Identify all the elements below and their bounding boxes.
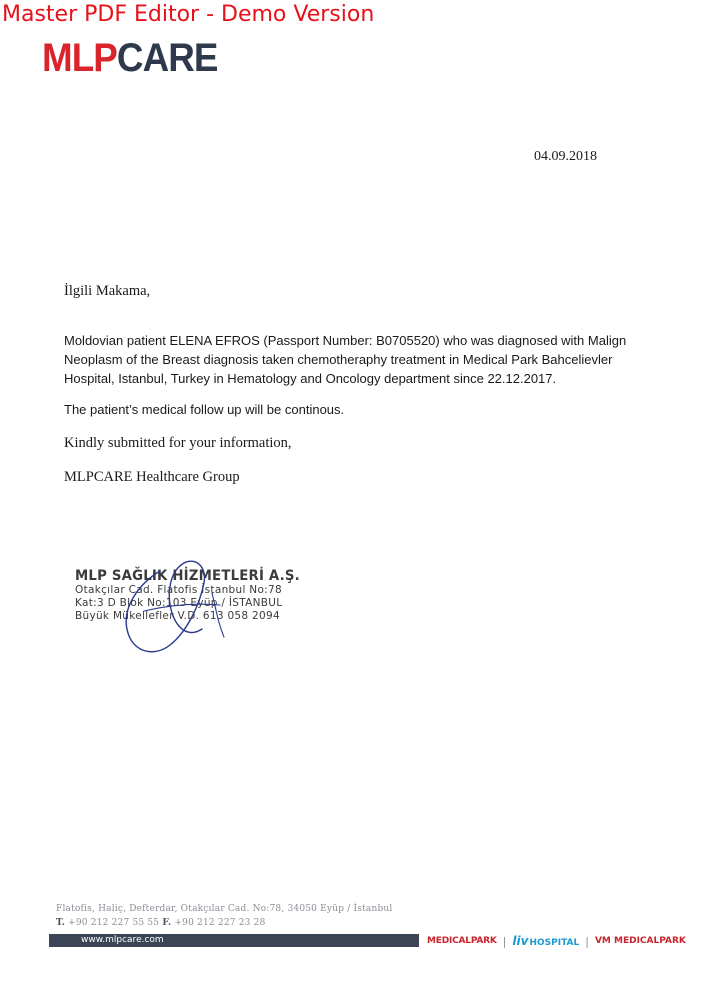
letter-date: 04.09.2018 [534, 149, 597, 164]
brand-medicalpark: MEDICALPARK [427, 936, 497, 946]
stamp-company-name: MLP SAĞLIK HİZMETLERİ A.Ş. [75, 568, 300, 584]
brand-separator: | [585, 934, 589, 948]
signatory: MLPCARE Healthcare Group [64, 469, 240, 485]
footer-website: www.mlpcare.com [81, 935, 164, 945]
stamp-line: Otakçılar Cad. Flatofis İstanbul No:78 [75, 584, 282, 596]
salutation: İlgili Makama, [64, 283, 151, 299]
footer-address: Flatofis, Haliç, Defterdar, Otakçılar Cad. No:78, 34050 Eyüp / İstanbul [56, 904, 393, 914]
body-line: Hospital, Istanbul, Turkey in Hematology and Oncology department since 22.12.2017. [64, 371, 557, 386]
logo-mlp: MLP [42, 36, 117, 80]
liv-text: HOSPITAL [529, 938, 580, 948]
mlpcare-logo [42, 38, 218, 78]
liv-mark: liv [512, 934, 529, 948]
brand-separator: | [502, 934, 507, 948]
fax-number: +90 212 227 23 28 [174, 918, 266, 928]
handwritten-signature [100, 553, 240, 663]
logo-care: CARE [116, 36, 218, 80]
stamp-line: Kat:3 D Blok No:103 Eyüp / İSTANBUL [75, 597, 283, 609]
footer-bar [49, 934, 419, 947]
body-paragraph-1 [64, 331, 626, 388]
closing-line: Kindly submitted for your information, [64, 435, 292, 451]
brand-liv-hospital [512, 934, 579, 948]
phone-number: +90 212 227 55 55 [68, 918, 160, 928]
stamp-line: Büyük Mükellefler V.D. 613 058 2094 [75, 610, 280, 622]
phone-label: T. [56, 918, 66, 928]
brand-vm-medicalpark: VM MEDICALPARK [594, 936, 686, 946]
body-paragraph-2: The patient’s medical follow up will be continous. [64, 402, 345, 417]
fax-label: F. [162, 918, 172, 928]
body-line: Moldovian patient ELENA EFROS (Passport Number: B0705520) who was diagnosed with Malign [64, 333, 627, 348]
demo-watermark: Master PDF Editor - Demo Version [2, 2, 375, 27]
body-line: Neoplasm of the Breast diagnosis taken chemotheraphy treatment in Medical Park Bahcelievler [64, 352, 613, 367]
footer-phones [56, 918, 266, 928]
footer-brands [427, 934, 686, 948]
